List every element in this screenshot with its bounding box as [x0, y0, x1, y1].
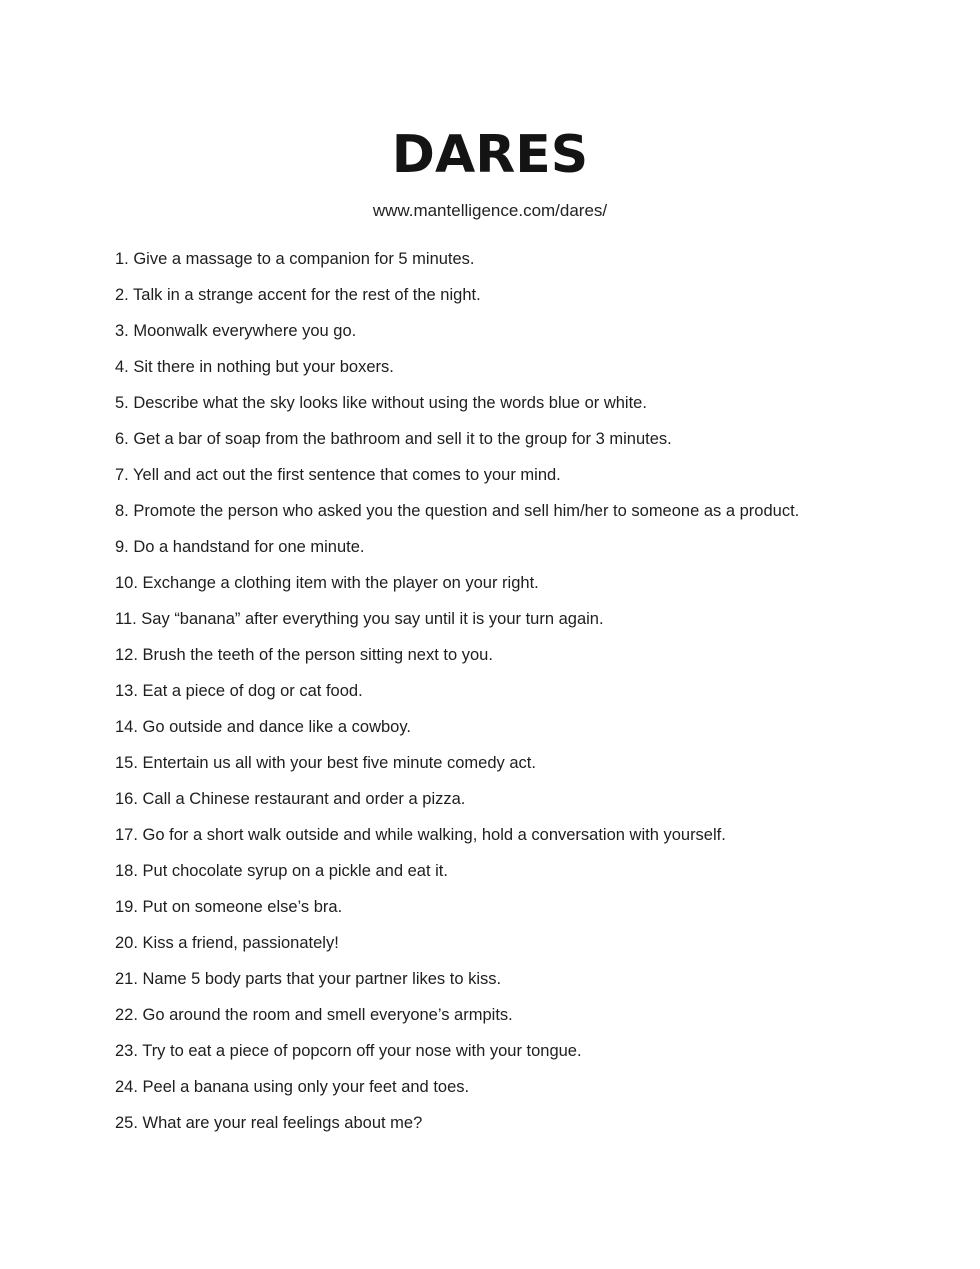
- list-item: 5. Describe what the sky looks like without using the words blue or white.: [115, 394, 647, 412]
- list-item: 3. Moonwalk everywhere you go.: [115, 322, 357, 340]
- list-item: 15. Entertain us all with your best five minute comedy act.: [115, 754, 536, 772]
- list-item: 7. Yell and act out the first sentence that comes to your mind.: [115, 466, 561, 484]
- list-item: 14. Go outside and dance like a cowboy.: [115, 718, 411, 736]
- dare-list: [115, 248, 935, 1148]
- list-item: 22. Go around the room and smell everyone’s armpits.: [115, 1006, 513, 1024]
- list-item: 25. What are your real feelings about me?: [115, 1114, 423, 1132]
- list-item: 9. Do a handstand for one minute.: [115, 538, 365, 556]
- list-item: 12. Brush the teeth of the person sitting next to you.: [115, 646, 493, 664]
- list-item: 13. Eat a piece of dog or cat food.: [115, 682, 363, 700]
- list-item: 23. Try to eat a piece of popcorn off your nose with your tongue.: [115, 1042, 582, 1060]
- list-item: 20. Kiss a friend, passionately!: [115, 934, 339, 952]
- list-item: 21. Name 5 body parts that your partner likes to kiss.: [115, 970, 502, 988]
- list-item: 24. Peel a banana using only your feet and toes.: [115, 1078, 470, 1096]
- list-item: 19. Put on someone else’s bra.: [115, 898, 343, 916]
- page-title: DARES: [391, 125, 589, 185]
- list-item: 10. Exchange a clothing item with the player on your right.: [115, 574, 539, 592]
- list-item: 16. Call a Chinese restaurant and order a pizza.: [115, 790, 466, 808]
- list-item: 6. Get a bar of soap from the bathroom and sell it to the group for 3 minutes.: [115, 430, 672, 448]
- list-item: 4. Sit there in nothing but your boxers.: [115, 358, 394, 376]
- list-item: 2. Talk in a strange accent for the rest of the night.: [115, 286, 481, 304]
- list-item: 11. Say “banana” after everything you say until it is your turn again.: [115, 610, 604, 628]
- list-item: 17. Go for a short walk outside and while walking, hold a conversation with yourself.: [115, 826, 726, 844]
- list-item: 18. Put chocolate syrup on a pickle and eat it.: [115, 862, 448, 880]
- list-item: 8. Promote the person who asked you the question and sell him/her to someone as a product.: [115, 502, 800, 520]
- list-item: 1. Give a massage to a companion for 5 minutes.: [115, 250, 475, 268]
- source-url: www.mantelligence.com/dares/: [372, 201, 608, 220]
